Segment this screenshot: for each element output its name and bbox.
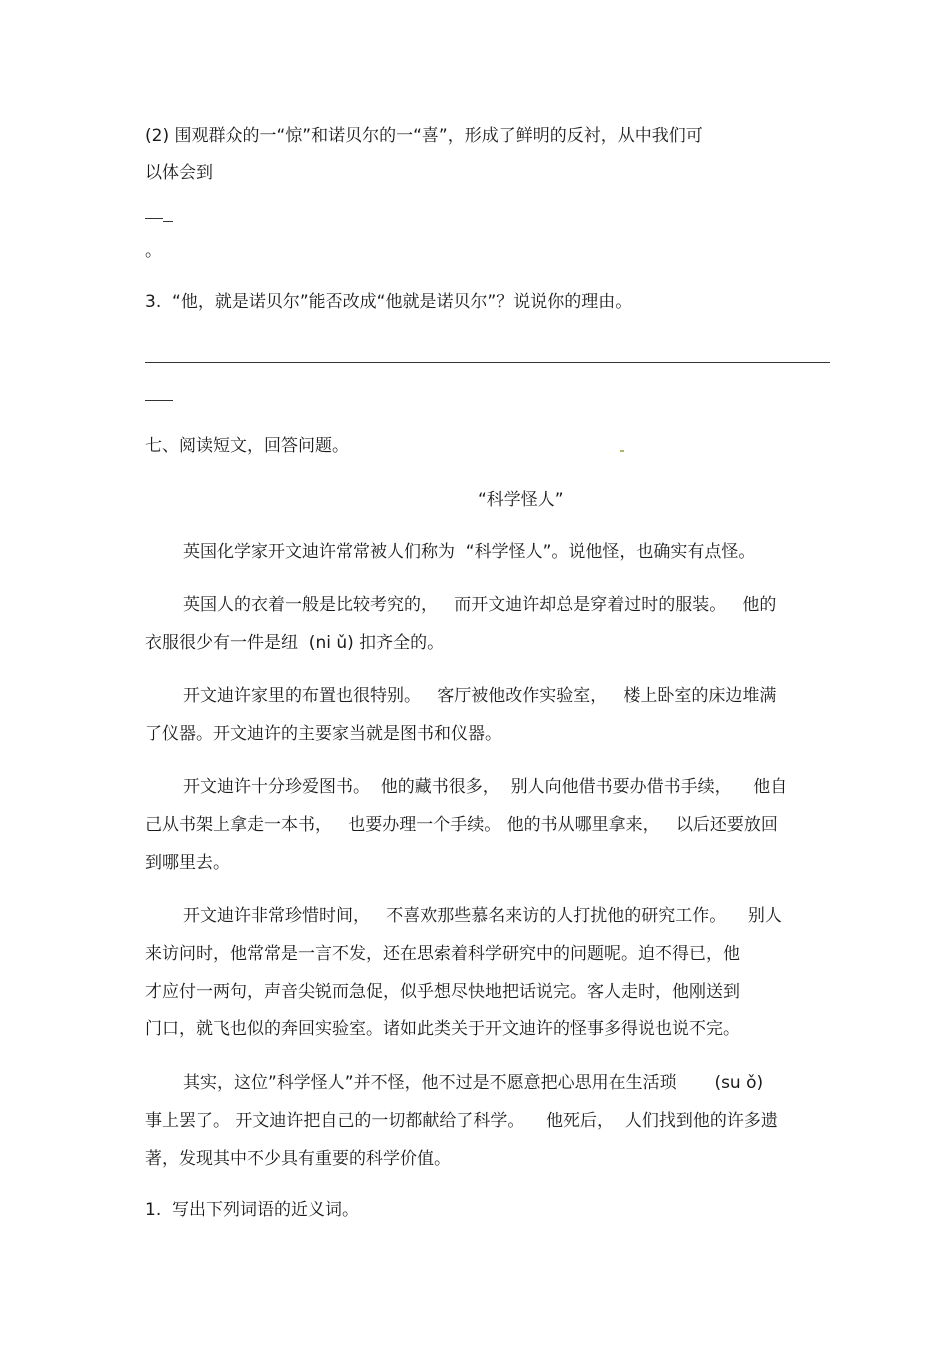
q2-line-2: 以体会到	[145, 163, 213, 183]
q3-question: 3. “他，就是诺贝尔”能否改成“他就是诺贝尔”？说说你的理由。	[145, 292, 633, 312]
passage-p1: 英国化学家开文迪许常常被人们称为 “科学怪人”。说他怪，也确实有点怪。	[183, 542, 756, 562]
passage-p4-line-1: 开文迪许十分珍爱图书。 他的藏书很多， 别人向他借书要办借书手续， 他自	[183, 777, 788, 797]
passage-p3-line-1: 开文迪许家里的布置也很特别。 客厅被他改作实验室， 楼上卧室的床边堆满	[183, 686, 777, 706]
passage-p2-line-2: 衣服很少有一件是纽 (ni ǔ) 扣齐全的。	[145, 633, 445, 653]
passage-p2-line-1: 英国人的衣着一般是比较考究的， 而开文迪许却总是穿着过时的服装。 他的	[183, 595, 777, 615]
passage-p5-line-3: 才应付一两句，声音尖锐而急促，似乎想尽快地把话说完。客人走时，他刚送到	[145, 982, 740, 1002]
answer-blank-short	[145, 218, 163, 219]
passage-p5-line-2: 来访问时，他常常是一言不发，还在思索着科学研究中的问题呢。迫不得已，他	[145, 944, 740, 964]
section-heading: 七、阅读短文，回答问题。	[145, 436, 349, 456]
passage-p4-line-3: 到哪里去。	[145, 853, 230, 873]
passage-p5-line-1: 开文迪许非常珍惜时间， 不喜欢那些慕名来访的人打扰他的研究工作。 别人	[183, 906, 782, 926]
answer-line-tail	[145, 400, 173, 401]
passage-p4-line-2: 己从书架上拿走一本书， 也要办理一个手续。 他的书从哪里拿来， 以后还要放回	[145, 815, 778, 835]
passage-p5-line-4: 门口，就飞也似的奔回实验室。诸如此类关于开文迪许的怪事多得说也说不完。	[145, 1019, 740, 1039]
passage-p3-line-2: 了仪器。开文迪许的主要家当就是图书和仪器。	[145, 724, 502, 744]
q2-period: 。	[145, 241, 162, 261]
passage-p6-line-2: 事上罢了。 开文迪许把自己的一切都献给了科学。 他死后， 人们找到他的许多遗	[145, 1111, 778, 1131]
stray-mark	[620, 450, 624, 452]
passage-p6-line-3: 著，发现其中不少具有重要的科学价值。	[145, 1149, 451, 1169]
q2-line-1: (2) 围观群众的一“惊”和诺贝尔的一“喜”，形成了鲜明的反衬，从中我们可	[145, 126, 703, 146]
q1-question: 1. 写出下列词语的近义词。	[145, 1200, 360, 1220]
passage-p6-line-1: 其实，这位”科学怪人”并不怪，他不过是不愿意把心思用在生活琐 (su ǒ)	[183, 1073, 764, 1093]
passage-title: “科学怪人”	[478, 490, 564, 510]
answer-blank-mark	[163, 221, 173, 222]
answer-line-long	[145, 362, 830, 363]
